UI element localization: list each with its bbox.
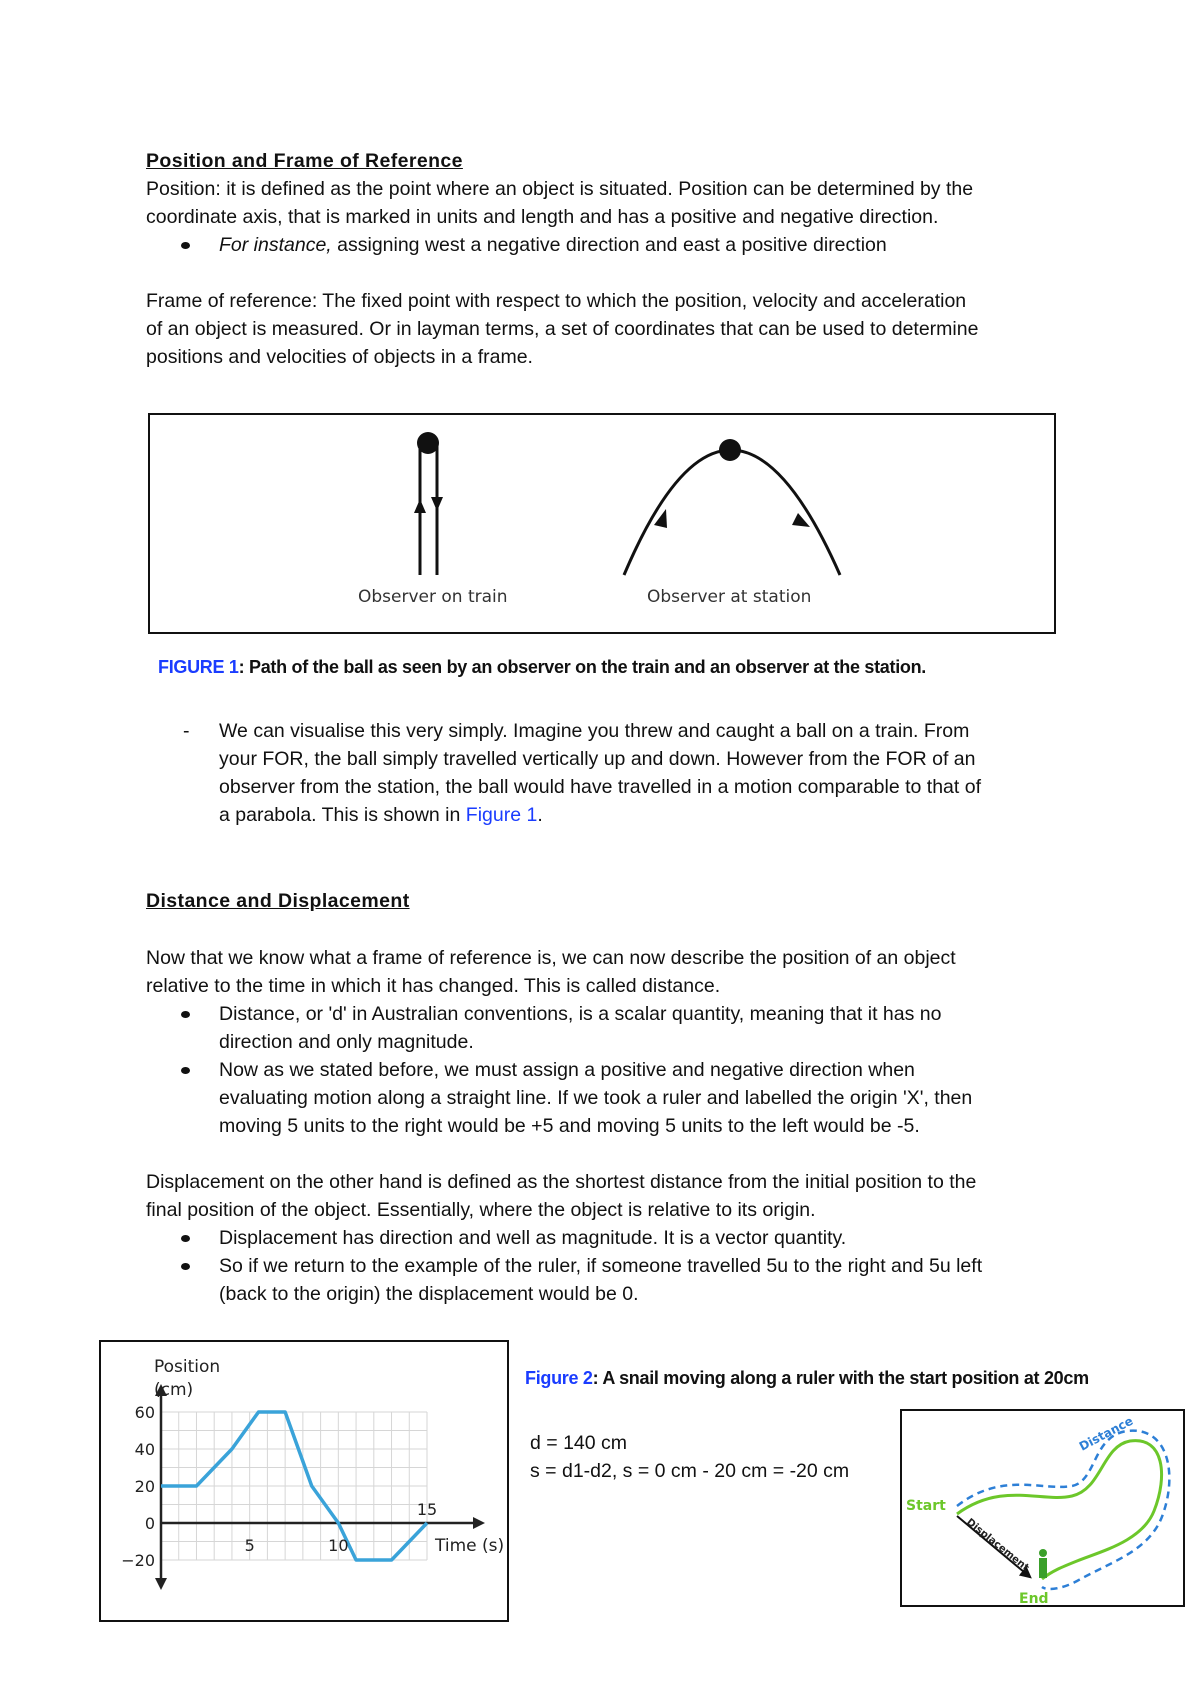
paragraph-line: relative to the time in which it has changed. This is called distance. (146, 975, 721, 997)
equation-distance: d = 140 cm (530, 1432, 628, 1454)
x-tick-label: 5 (244, 1536, 255, 1555)
snail-displacement-label: Displacement (964, 1516, 1031, 1574)
ball-station-icon (719, 439, 741, 461)
paragraph-line: observer from the station, the ball would have travelled in a motion comparable to that of (219, 776, 982, 798)
arrow-fall-icon (792, 513, 810, 527)
figure1-frame (148, 413, 1056, 634)
paragraph-line (219, 801, 543, 829)
bullet-icon (181, 242, 190, 249)
bullet-item: moving 5 units to the right would be +5 and moving 5 units to the left would be -5. (219, 1115, 920, 1137)
paragraph-line: Position: it is defined as the point where an object is situated. Position can be determined by the (146, 178, 974, 200)
y-axis-label-line2: (cm) (154, 1380, 194, 1400)
paragraph-line: positions and velocities of objects in a frame. (146, 346, 533, 368)
x-axis-label: Time (s) (435, 1536, 505, 1556)
bullet-item: Now as we stated before, we must assign a positive and negative direction when (219, 1059, 915, 1081)
arrow-up-icon (414, 499, 426, 513)
paragraph-line: We can visualise this very simply. Imagine you threw and caught a ball on a train. From (219, 720, 970, 742)
ball-train-icon (417, 432, 439, 454)
text-span: . (537, 804, 543, 826)
equation-displacement: s = d1-d2, s = 0 cm - 20 cm = -20 cm (530, 1460, 850, 1482)
paragraph-line: Now that we know what a frame of reference is, we can now describe the position of an object (146, 947, 956, 969)
y-tick-label: 20 (134, 1477, 155, 1496)
dash-marker: - (183, 720, 190, 742)
paragraph-line: your FOR, the ball simply travelled vertically up and down. However from the FOR of an (219, 748, 976, 770)
paragraph-line: final position of the object. Essentially, where the object is relative to its origin. (146, 1199, 816, 1221)
bullet-item: direction and only magnitude. (219, 1031, 474, 1053)
bullet-icon (181, 1067, 190, 1074)
bullet-icon (181, 1235, 190, 1242)
y-axis-label-line1: Position (154, 1357, 221, 1377)
bullet-item (219, 231, 887, 259)
figure2-caption (525, 1368, 1089, 1389)
figure2-caption-label: Figure 2 (525, 1368, 593, 1388)
snail-end-label: End (1019, 1591, 1049, 1605)
figure1-caption-text: : Path of the ball as seen by an observer on the train and an observer at the station. (238, 657, 926, 677)
bullet-item: So if we return to the example of the ruler, if someone travelled 5u to the right and 5u left (219, 1255, 983, 1277)
station-parabola-path (624, 450, 840, 575)
bullet-icon (181, 1263, 190, 1270)
text-span: a parabola. This is shown in (219, 804, 466, 826)
figure2-caption-text: : A snail moving along a ruler with the start position at 20cm (592, 1368, 1089, 1388)
bullet-text: assigning west a negative direction and east a positive direction (331, 234, 887, 256)
position-time-chart (101, 1342, 507, 1620)
snail-distance-label: Distance (1076, 1413, 1136, 1454)
figure1-caption (158, 657, 926, 678)
y-tick-label: 0 (144, 1514, 155, 1533)
figure1-diagram (150, 415, 1054, 632)
x-tick-label: 15 (416, 1500, 438, 1519)
bullet-item: Distance, or 'd' in Australian conventions, is a scalar quantity, meaning that it has no (219, 1003, 942, 1025)
y-tick-label: 40 (134, 1440, 155, 1459)
bullet-item: evaluating motion along a straight line. If we took a ruler and labelled the origin 'X', then (219, 1087, 973, 1109)
section-heading-position: Position and Frame of Reference (146, 150, 463, 172)
section-heading-distance: Distance and Displacement (146, 890, 410, 912)
paragraph-line: Displacement on the other hand is defined as the shortest distance from the initial position to the (146, 1171, 977, 1193)
paragraph-line: coordinate axis, that is marked in units and length and has a positive and negative direction. (146, 206, 939, 228)
snail-start-label: Start (906, 1498, 946, 1514)
y-tick-label: −20 (121, 1551, 155, 1570)
snail-path (957, 1441, 1162, 1579)
snail-diagram (902, 1411, 1183, 1605)
bullet-icon (181, 1011, 190, 1018)
label-observer-station: Observer at station (647, 587, 812, 607)
bullet-italic-text: For instance, (219, 234, 332, 256)
paragraph-line: of an object is measured. Or in layman terms, a set of coordinates that can be used to determine (146, 318, 979, 340)
figure1-caption-label: FIGURE 1 (158, 657, 239, 677)
snail-diagram-frame (900, 1409, 1185, 1607)
bullet-item: Displacement has direction and well as magnitude. It is a vector quantity. (219, 1227, 847, 1249)
y-tick-label: 60 (134, 1403, 155, 1422)
bullet-item: (back to the origin) the displacement would be 0. (219, 1283, 639, 1305)
figure1-link[interactable]: Figure 1 (465, 804, 538, 826)
arrow-down-icon (431, 497, 443, 511)
person-icon (1039, 1549, 1047, 1557)
paragraph-line: Frame of reference: The fixed point with respect to which the position, velocity and acceleration (146, 290, 967, 312)
position-time-chart-frame (99, 1340, 509, 1622)
x-tick-label: 10 (328, 1536, 349, 1555)
label-observer-train: Observer on train (358, 587, 508, 607)
